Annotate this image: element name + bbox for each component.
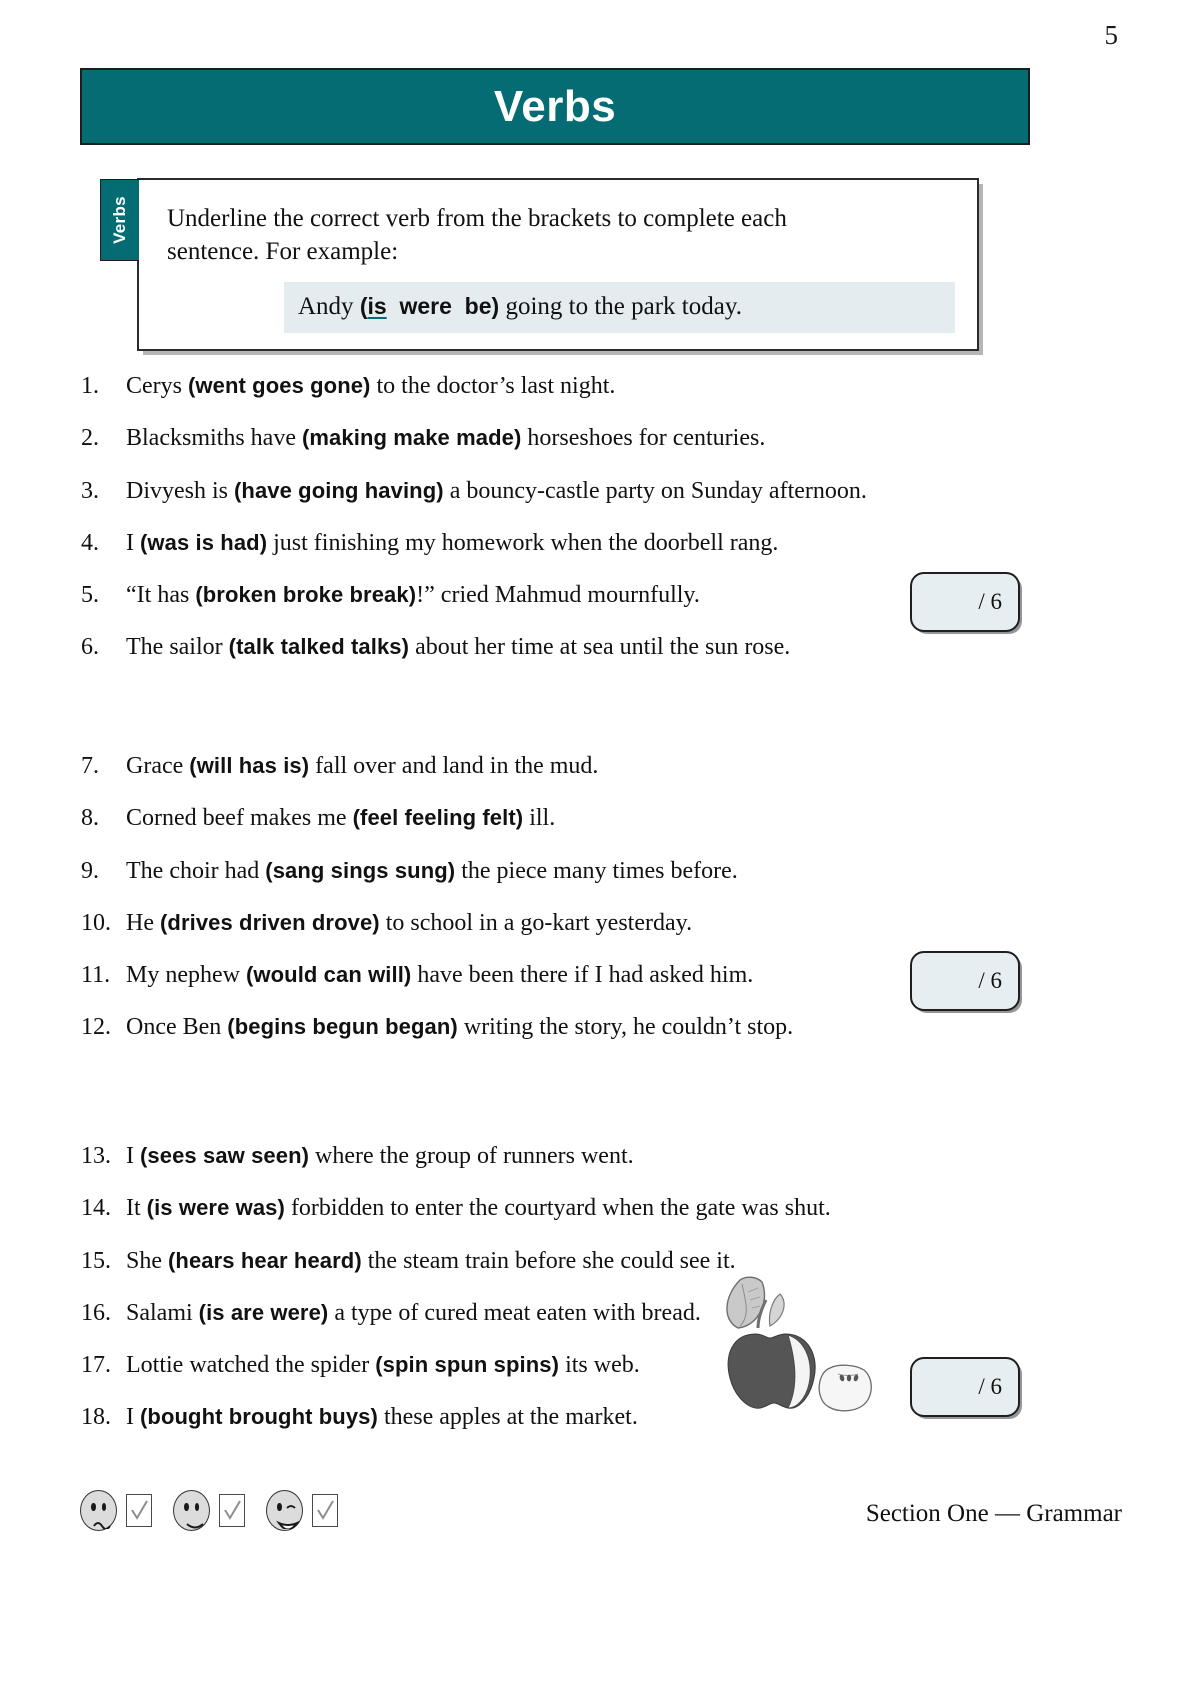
question-prefix: Corned beef makes me xyxy=(126,805,353,832)
question-row xyxy=(80,961,900,990)
verb-options-bracket[interactable]: (have going having) xyxy=(234,477,444,503)
question-text xyxy=(126,1194,900,1223)
example-prefix: Andy xyxy=(298,293,360,320)
question-group-1 xyxy=(80,372,900,686)
mouth-icon xyxy=(84,1499,116,1529)
question-suffix: have been there if I had asked him. xyxy=(411,962,754,989)
verb-options-bracket[interactable]: (feel feeling felt) xyxy=(352,805,524,831)
page-title: Verbs xyxy=(493,81,617,131)
question-text xyxy=(126,1142,900,1171)
mark-box-3-value: / 6 xyxy=(978,1374,1002,1399)
question-prefix: I xyxy=(126,1143,140,1169)
mouth-icon xyxy=(270,1499,302,1529)
question-row xyxy=(80,529,900,558)
example-correct-option: is xyxy=(367,293,387,319)
question-prefix: The choir had xyxy=(126,857,266,884)
question-number: 15. xyxy=(81,1247,111,1274)
instruction-box xyxy=(110,178,979,351)
verb-options-bracket[interactable]: (talk talked talks) xyxy=(228,634,410,660)
question-text xyxy=(126,477,900,506)
question-prefix: I xyxy=(126,1404,140,1431)
question-row xyxy=(80,372,900,401)
self-assessment-checkbox-1[interactable] xyxy=(126,1494,152,1527)
question-suffix: to the doctor’s last night. xyxy=(370,373,616,399)
page-number: 5 xyxy=(1104,20,1118,50)
question-number: 12. xyxy=(81,1014,111,1041)
question-suffix: its web. xyxy=(559,1352,640,1379)
question-suffix: the piece many times before. xyxy=(455,857,738,884)
self-assessment-row xyxy=(80,1490,338,1531)
unsure-face-icon xyxy=(80,1490,117,1531)
self-assessment-checkbox-3[interactable] xyxy=(312,1494,338,1527)
question-number: 13. xyxy=(81,1143,111,1169)
question-number: 6. xyxy=(81,634,99,661)
question-suffix: about her time at sea until the sun rose. xyxy=(409,634,791,661)
question-text xyxy=(126,804,900,833)
instruction-line-1: Underline the correct verb from the brackets to complete each xyxy=(167,205,787,232)
question-text xyxy=(126,961,900,990)
verb-options-bracket[interactable]: (bought brought buys) xyxy=(140,1404,378,1430)
question-number: 10. xyxy=(81,909,111,936)
question-row xyxy=(80,1142,900,1171)
question-text xyxy=(126,1013,900,1042)
question-number: 17. xyxy=(81,1352,111,1379)
verb-options-bracket[interactable]: (sang sings sung) xyxy=(265,857,456,883)
example-option-2: were xyxy=(399,293,452,319)
question-prefix: Grace xyxy=(126,753,190,779)
question-prefix: I xyxy=(126,529,140,556)
section-side-tab-label: Verbs xyxy=(110,196,129,244)
example-suffix: going to the park today. xyxy=(499,293,742,320)
question-text xyxy=(126,529,900,558)
question-prefix: Divyesh is xyxy=(126,477,234,504)
question-prefix: “It has xyxy=(126,582,196,609)
verb-options-bracket[interactable]: (drives driven drove) xyxy=(159,909,380,935)
question-prefix: Salami xyxy=(126,1299,199,1326)
question-suffix: these apples at the market. xyxy=(377,1404,638,1431)
question-number: 14. xyxy=(81,1195,111,1222)
section-side-tab xyxy=(100,179,139,261)
question-number: 8. xyxy=(81,805,99,832)
apple-icon xyxy=(718,1272,918,1422)
verb-options-bracket[interactable]: (is were was) xyxy=(146,1195,285,1221)
example-option-3: be xyxy=(464,293,492,319)
mark-box-1[interactable] xyxy=(910,572,1020,632)
question-prefix: Once Ben xyxy=(126,1014,228,1041)
footer-section-label: Section One — Grammar xyxy=(865,1500,1122,1527)
verb-options-bracket[interactable]: (will has is) xyxy=(189,753,310,778)
mark-box-3[interactable] xyxy=(910,1357,1020,1417)
instruction-line-2: sentence. For example: xyxy=(167,238,399,265)
winking-happy-face-icon xyxy=(266,1490,303,1531)
question-prefix: My nephew xyxy=(126,962,246,989)
question-text xyxy=(126,581,900,610)
question-number: 9. xyxy=(81,857,99,884)
question-row xyxy=(80,424,900,453)
check-icon xyxy=(316,1500,335,1522)
question-prefix: Cerys xyxy=(126,373,188,399)
question-suffix: just finishing my homework when the doorbell rang. xyxy=(267,529,779,556)
page-title-banner xyxy=(80,68,1030,145)
question-row xyxy=(80,633,900,662)
question-suffix: where the group of runners went. xyxy=(309,1143,634,1169)
question-text xyxy=(126,424,900,453)
question-suffix: writing the story, he couldn’t stop. xyxy=(457,1014,794,1041)
mark-box-1-value: / 6 xyxy=(978,589,1002,614)
self-assessment-unit xyxy=(80,1490,152,1531)
question-text xyxy=(126,372,900,401)
question-row xyxy=(80,477,900,506)
verb-options-bracket[interactable]: (spin spun spins) xyxy=(375,1352,560,1378)
verb-options-bracket[interactable]: (begins begun began) xyxy=(227,1014,458,1040)
question-row xyxy=(80,1013,900,1042)
question-suffix: a bouncy-castle party on Sunday afternoon. xyxy=(443,477,867,504)
page-footer xyxy=(0,1490,1200,1690)
question-number: 18. xyxy=(81,1404,111,1431)
question-number: 4. xyxy=(81,529,99,556)
question-prefix: She xyxy=(126,1247,168,1274)
verb-options-bracket[interactable]: (sees saw seen) xyxy=(140,1143,310,1168)
question-suffix: a type of cured meat eaten with bread. xyxy=(328,1299,701,1326)
mark-box-2-value: / 6 xyxy=(978,968,1002,993)
question-number: 7. xyxy=(81,753,99,779)
question-text xyxy=(126,857,900,886)
question-prefix: He xyxy=(126,909,160,936)
question-row xyxy=(80,909,900,938)
question-suffix: forbidden to enter the courtyard when the gate was shut. xyxy=(284,1195,831,1222)
neutral-smile-face-icon xyxy=(173,1490,210,1531)
verb-options-bracket[interactable]: (went goes gone) xyxy=(188,373,371,398)
question-prefix: Lottie watched the spider xyxy=(126,1352,376,1379)
mouth-icon xyxy=(177,1499,209,1529)
mark-box-2[interactable] xyxy=(910,951,1020,1011)
question-prefix: The sailor xyxy=(126,634,229,661)
question-suffix: the steam train before she could see it. xyxy=(361,1247,736,1274)
question-suffix: horseshoes for centuries. xyxy=(521,425,766,452)
check-icon xyxy=(130,1500,149,1522)
example-close-bracket: ) xyxy=(491,293,500,319)
self-assessment-unit xyxy=(266,1490,338,1531)
self-assessment-checkbox-2[interactable] xyxy=(219,1494,245,1527)
question-text xyxy=(126,752,900,781)
verb-options-bracket[interactable]: (was is had) xyxy=(140,529,268,555)
instruction-text xyxy=(139,180,977,268)
question-suffix: to school in a go-kart yesterday. xyxy=(379,909,693,936)
question-row xyxy=(80,1194,900,1223)
example-open-bracket: ( xyxy=(359,293,368,319)
verb-options-bracket[interactable]: (is are were) xyxy=(198,1299,329,1325)
question-number: 16. xyxy=(81,1299,111,1326)
question-number: 2. xyxy=(81,425,99,452)
question-number: 5. xyxy=(81,582,99,609)
verb-options-bracket[interactable]: (making make made) xyxy=(301,425,522,451)
question-number: 1. xyxy=(81,373,99,399)
question-group-2 xyxy=(80,752,900,1066)
question-suffix: !” cried Mahmud mournfully. xyxy=(416,582,700,609)
check-icon xyxy=(223,1500,242,1522)
question-prefix: Blacksmiths have xyxy=(126,425,302,452)
verb-options-bracket[interactable]: (hears hear heard) xyxy=(168,1247,362,1273)
question-suffix: fall over and land in the mud. xyxy=(309,753,599,779)
question-number: 3. xyxy=(81,477,99,504)
question-row xyxy=(80,752,900,781)
verb-options-bracket[interactable]: (broken broke break) xyxy=(195,582,417,608)
question-text xyxy=(126,633,900,662)
example-sentence xyxy=(284,282,955,333)
question-suffix: ill. xyxy=(523,805,556,832)
question-text xyxy=(126,909,900,938)
verb-options-bracket[interactable]: (would can will) xyxy=(245,962,412,988)
question-number: 11. xyxy=(81,962,111,989)
question-row xyxy=(80,857,900,886)
self-assessment-unit xyxy=(173,1490,245,1531)
apple-illustration xyxy=(718,1272,918,1422)
question-row xyxy=(80,804,900,833)
question-prefix: It xyxy=(126,1195,147,1222)
question-row xyxy=(80,581,900,610)
